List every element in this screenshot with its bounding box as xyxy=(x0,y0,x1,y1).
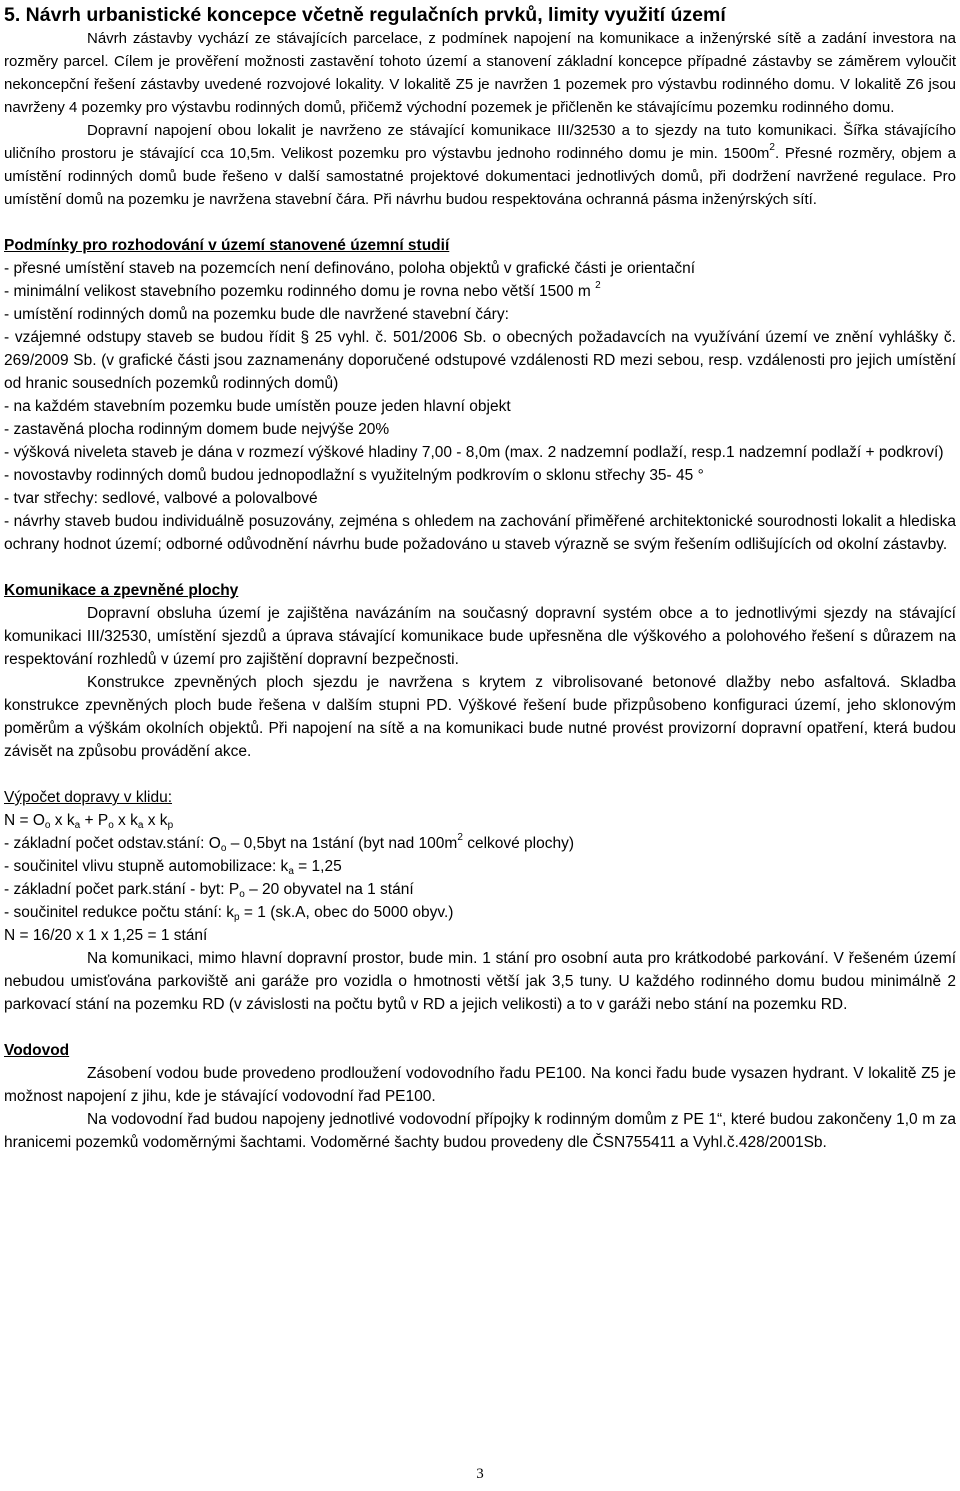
condition-item: - výšková niveleta staveb je dána v rozmezí výškové hladiny 7,00 - 8,0m (max. 2 nadzemní podlaží, resp.1 nadzemní podlaží + podkroví) xyxy=(4,444,944,461)
parking-paragraph: Na komunikaci, mimo hlavní dopravní prostor, bude min. 1 stání pro osobní auta pro krátkodobé parkování. V řešeném území nebudou umisťována parkoviště ani garáže pro vozidla o hmotnosti větší jak 3,5 tuny. U každého rodinného domu budou minimálně 2 parkovací stání na pozemku RD (v závislosti na počtu bytů v RD a jejich velikosti) a to v garáži nebo stání na pozemku RD. xyxy=(4,950,956,1013)
superscript: 2 xyxy=(769,142,775,153)
condition-item: - na každém stavebním pozemku bude umístěn pouze jeden hlavní objekt xyxy=(4,398,511,415)
water-heading: Vodovod xyxy=(4,1042,70,1059)
parking-heading: Výpočet dopravy v klidu: xyxy=(4,789,173,806)
condition-item: - umístění rodinných domů na pozemku bude dle navržené stavební čáry: xyxy=(4,306,509,323)
condition-item: - přesné umístění staveb na pozemcích není definováno, poloha objektů v grafické části je orientační xyxy=(4,260,696,277)
parking-formula: $N = O_o$ x $k_a + P_o$ x $k_a$ x $k_p$ xyxy=(4,812,174,831)
parking-line: - součinitel vlivu stupně automobilizace: $k_a = 1,25$ xyxy=(4,858,342,877)
page-number: 3 xyxy=(476,1466,484,1482)
condition-item: - vzájemné odstupy staveb se budou řídit § 25 vyhl. č. 501/2006 Sb. o obecných požadavcích na využívání území ve znění vyhlášky č. 269/2009 Sb. (v grafické části jsou zaznamenány doporučené odstupové vzdálenosti RD mezi sebou, resp. vzdálenosti pro jejich umístění od hranic sousedních pozemků rodinných domů) xyxy=(4,329,956,392)
section-title: 5. Návrh urbanistické koncepce včetně regulačních prvků, limity využití území xyxy=(4,4,726,26)
roads-heading: Komunikace a zpevněné plochy xyxy=(4,582,239,599)
condition-item: - novostavby rodinných domů budou jednopodlažní s využitelným podkrovím o sklonu střechy 35- 45 ° xyxy=(4,467,704,484)
roads-paragraph: Dopravní obsluha území je zajištěna navázáním na současný dopravní systém obce a to jednotlivými sjezdy na stávající komunikaci III/32530, umístění sjezdů a úprava stávající komunikace bude upřesněna dle výškového a polohového řešení s důrazem na respektování rozhledů v území pro zajištění dopravní bezpečnosti. xyxy=(4,605,956,668)
condition-item: - zastavěná plocha rodinným domem bude nejvýše 20% xyxy=(4,421,390,438)
conditions-heading: Podmínky pro rozhodování v území stanovené územní studií xyxy=(4,237,450,254)
condition-item: - návrhy staveb budou individuálně posuzovány, zejména s ohledem na zachování přiměřené architektonické sourodnosti lokalit a hlediska ochrany hodnot území; odborné odůvodnění návrhu bude požadováno u staveb výrazně se svým řešením odlišujících od okolní zástavby. xyxy=(4,513,956,553)
parking-line: - základní počet odstav.stání: $O_o - 0,5byt$ na 1stání (byt nad $100m^2$ celkové plochy) xyxy=(4,832,575,854)
parking-result: N = 16/20 x 1 x 1,25 = 1 stání xyxy=(4,927,208,944)
parking-line: - základní počet park.stání - byt: $P_o - 20$ obyvatel na 1 stání xyxy=(4,881,414,900)
condition-item: - minimální velikost stavebního pozemku rodinného domu je rovna nebo větší 1500 m $^2$ xyxy=(4,280,601,300)
water-paragraph: Na vodovodní řad budou napojeny jednotlivé vodovodní přípojky k rodinným domům z PE 1“, které budou zakončeny 1,0 m za hranicemi pozemků vodoměrnými šachtami. Vodoměrné šachty budou provedeny dle ČSN755411 a Vyhl.č.428/2001Sb. xyxy=(4,1111,956,1151)
water-paragraph: Zásobení vodou bude provedeno prodloužení vodovodního řadu PE100. Na konci řadu bude vysazen hydrant. V lokalitě Z5 je možnost napojení z jihu, kde je stávající vodovodní řad PE100. xyxy=(4,1065,956,1105)
document-page xyxy=(4,0,956,1154)
intro-paragraph: Návrh zástavby vychází ze stávajících parcelace, z podmínek napojení na komunikace a inženýrské sítě a zadání investora na rozměry parcel. Cílem je prověření možnosti zastavění tohoto území a stanovení základní koncepce případné zástavby se záměrem vyloučit nekoncepční řešení zástavby uvedené rozvojové lokality. V lokalitě Z5 je navržen 1 pozemek pro výstavbu rodinného domu. V lokalitě Z6 jsou navrženy 4 pozemky pro výstavbu rodinných domů, přičemž východní pozemek je přičleněn ke stávajícímu pozemku rodinného domu. xyxy=(4,30,956,116)
parking-line: - součinitel redukce počtu stání: $k_p = 1$ (sk.A, obec do 5000 obyv.) xyxy=(4,904,454,923)
roads-paragraph: Konstrukce zpevněných ploch sjezdu je navržena s krytem z vibrolisované betonové dlažby nebo asfaltová. Skladba konstrukce zpevněných ploch bude řešena v dalším stupni PD. Výškové řešení bude přizpůsobeno konfiguraci území, jeho sklonovým poměrům a výškám okolních objektů. Při napojení na sítě a na komunikaci bude nutné provést provizorní dopravní opatření, která budou závisět na způsobu provádění akce. xyxy=(4,674,956,760)
condition-item: - tvar střechy: sedlové, valbové a polovalbové xyxy=(4,490,318,507)
access-paragraph: Dopravní napojení obou lokalit je navrženo ze stávající komunikace III/32530 a to sjezdy na tuto komunikaci. Šířka stávajícího uličního prostoru je stávající cca 10,5m. Velikost pozemku pro výstavbu jednoho rodinného domu je min. $1500m^2$. Přesné rozměry, objem a umístění rodinných domů bude řešeno v další samostatné projektové dokumentaci jednotlivých domů, při dodržení navržené regulace. Pro umístění domů na pozemku je navržena stavební čára. Při návrhu budou respektována ochranná pásma inženýrských sítí. xyxy=(4,122,956,208)
